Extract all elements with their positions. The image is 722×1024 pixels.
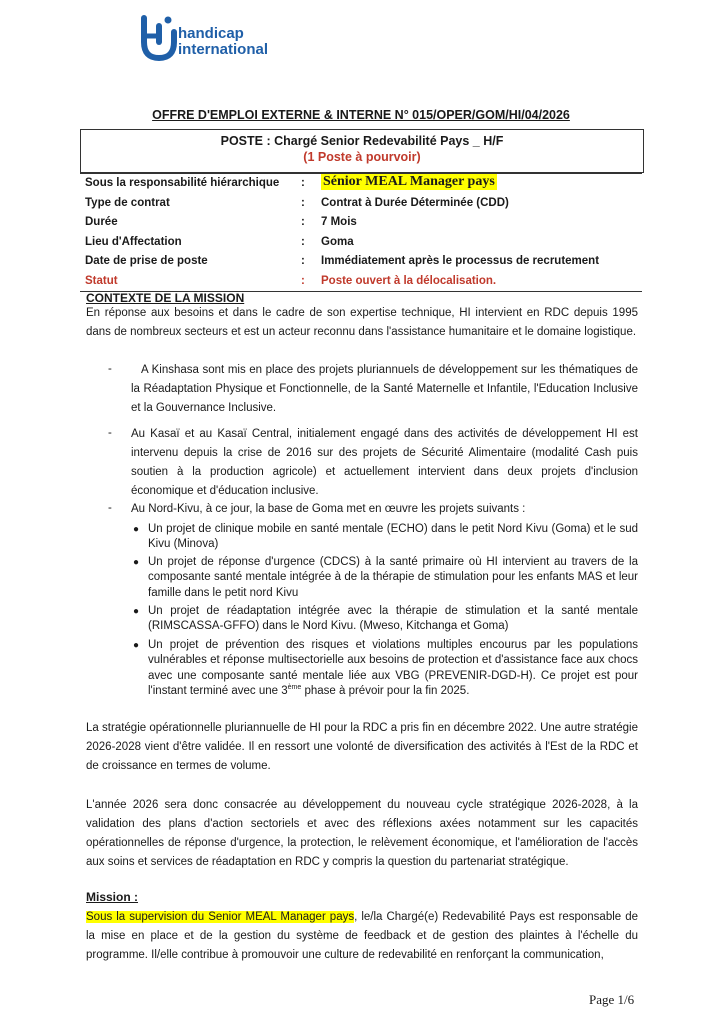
info-row-statut (80, 272, 642, 292)
info-table (80, 173, 642, 292)
logo-line-2: international (178, 41, 269, 58)
bullet-marker: ● (133, 640, 140, 651)
dash-item-kasai: Au Kasaï et au Kasaï Central, initialement engagé dans des activités de développement HI est intervenu depuis la crise de 2016 sur des projets de Sécurité Alimentaire (modalité Cash puis soutien à la production agricole) et actuellement intervient dans deux projets d'inclusion économique et d'éducation inclusive. (131, 428, 638, 497)
contexte-para-2026: L'année 2026 sera donc consacrée au développement du nouveau cycle stratégique 2026-2028, à la validation des plans d'action sectoriels et avec des réflexions axées notamment sur les capacités opérationnelles de réponse d'urgence, la protection, le relèvement économique, et l'amélioration de l'accès aux soins et services de réadaptation en RDC y compris la question du partenariat stratégique. (86, 799, 638, 868)
info-row-date (80, 252, 642, 272)
info-label: Sous la responsabilité hiérarchique (85, 177, 280, 189)
info-colon: : (301, 196, 305, 209)
info-value: Contrat à Durée Déterminée (CDD) (321, 196, 509, 209)
dash-marker: - (108, 502, 112, 514)
dash-item-kinshasa: A Kinshasa sont mis en place des projets pluriannuels de développement sur les thématiques de la Réadaptation Physique et Fonctionnelle, de la Santé Maternelle et Infantile, l'Education Inclusive et la Gouvernance Inclusive. (131, 364, 638, 414)
bullet-marker: ● (133, 524, 140, 535)
info-label: Type de contrat (85, 196, 170, 209)
info-colon: : (301, 235, 305, 248)
dash-marker: - (108, 427, 112, 439)
dash-item-nord-kivu: Au Nord-Kivu, à ce jour, la base de Goma met en œuvre les projets suivants : (131, 503, 526, 515)
bullet-marker: ● (133, 557, 140, 568)
info-row-duree (80, 213, 642, 233)
poste-count: (1 Poste à pourvoir) (303, 150, 421, 164)
mission-highlight: Sous la supervision du Senior MEAL Manager pays (86, 911, 355, 923)
contexte-para-strategie: La stratégie opérationnelle pluriannuelle de HI pour la RDC a pris fin en décembre 2022. Une autre stratégie 2026-2028 vient d'être validée. Il en ressort une volonté de diversification des activités à l'Est de la RDC et de croissance en termes de volume. (86, 722, 638, 772)
bullet-item-rimscassa: Un projet de réadaptation intégrée avec la thérapie de stimulation et la santé mentale (RIMSCASSA-GFFO) dans le Nord Kivu. (Mweso, Kitchanga et Goma) (148, 605, 638, 633)
hi-logo (140, 12, 300, 66)
info-colon: : (301, 177, 305, 189)
contexte-heading: CONTEXTE DE LA MISSION (86, 291, 245, 305)
bullet4-main: Un projet de prévention des risques et violations multiples encourus par les populations vulnérables et réponse multisectorielle aux besoins de protection et d'assistance face aux chocs avec une composante santé mentale liée aux VBG (PREVENIR-DGD-H). Ce projet est pour l'instant terminé avec une 3 (148, 639, 638, 697)
info-value: Immédiatement après le processus de recrutement (321, 255, 600, 267)
info-value: Poste ouvert à la délocalisation. (321, 274, 497, 287)
info-colon: : (301, 255, 305, 267)
bullet4-end: phase à prévoir pour la fin 2025. (301, 684, 470, 697)
mission-text (86, 908, 638, 965)
info-row-lieu (80, 233, 642, 253)
info-label: Date de prise de poste (85, 255, 208, 267)
mission-heading: Mission : (86, 890, 139, 904)
info-row-contrat (80, 194, 642, 214)
logo-line-1: handicap (178, 25, 244, 42)
info-value: 7 Mois (321, 216, 357, 228)
info-row-responsable (80, 174, 642, 194)
dash-marker: - (108, 363, 112, 375)
page-number: Page 1/6 (589, 992, 635, 1007)
contexte-intro: En réponse aux besoins et dans le cadre de son expertise technique, HI intervient en RDC depuis 1995 dans de nombreux secteurs et est un acteur reconnu dans l'assistance humanitaire et le domaine logistique. (86, 307, 638, 338)
info-value-highlight: Sénior MEAL Manager pays (323, 174, 495, 189)
poste-title: POSTE : Chargé Senior Redevabilité Pays _ H/F (220, 134, 504, 148)
poste-box (80, 129, 644, 173)
info-label: Lieu d'Affectation (85, 235, 182, 248)
bullet4-sup: ème (287, 684, 302, 692)
offer-title: OFFRE D'EMPLOI EXTERNE & INTERNE N° 015/OPER/GOM/HI/04/2026 (152, 108, 570, 122)
hand-logo-icon (140, 12, 178, 62)
info-value: Goma (321, 235, 354, 248)
bullet-item-prevenir (148, 638, 638, 699)
info-colon: : (301, 216, 305, 228)
logo-wordmark (178, 26, 268, 58)
bullet-item-cdcs: Un projet de réponse d'urgence (CDCS) à la santé primaire où HI intervient au travers de la composante santé mentale intégrée à de la thérapie de stimulation pour les enfants MAS et leur famille dans le petit nord Kivu (148, 556, 638, 599)
info-colon: : (301, 274, 305, 287)
bullet-item-echo: Un projet de clinique mobile en santé mentale (ECHO) dans le petit Nord Kivu (Goma) et le sud Kivu (Minova) (148, 523, 638, 551)
mission-rest: , le/la Chargé(e) Redevabilité Pays est responsable de la mise en place et de la gestion du système de feedback et de gestion des plaintes à l'échelle du programme. Il/elle contribue à promouvoir une culture de redevabilité en renforçant la communication, (86, 911, 638, 961)
bullet-marker: ● (133, 606, 140, 617)
info-label: Durée (85, 216, 118, 228)
info-label: Statut (85, 274, 118, 287)
